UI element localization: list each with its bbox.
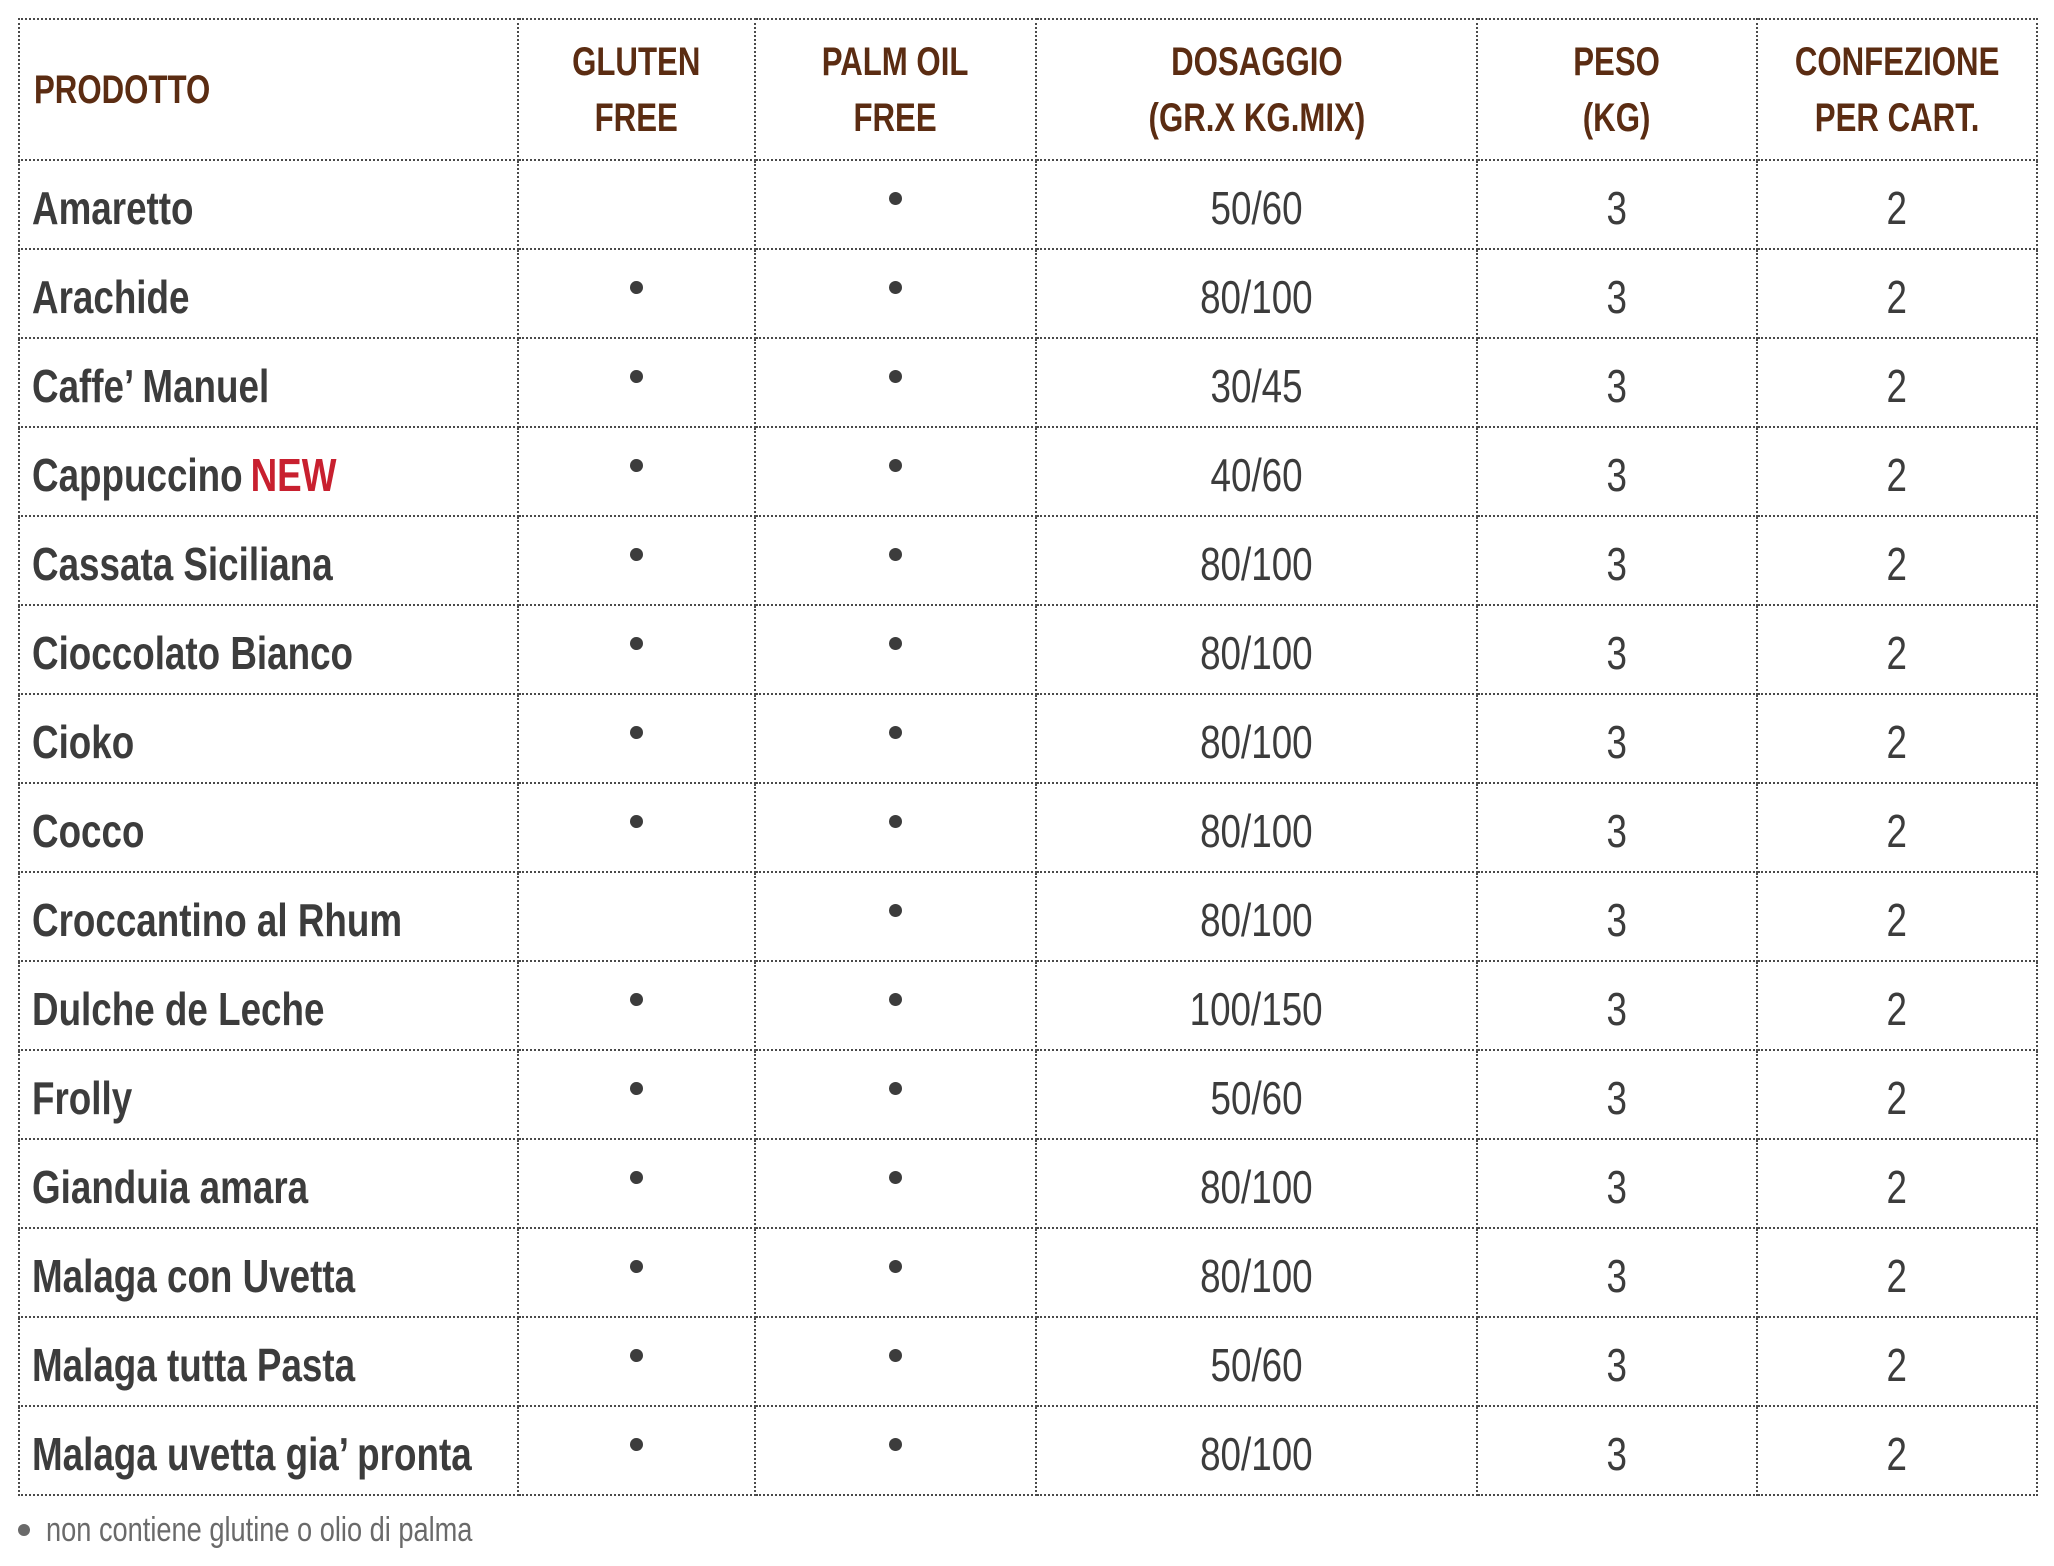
palm-oil-free-dot-icon — [889, 637, 902, 650]
dosage-value: 80/100 — [1200, 270, 1313, 323]
dosage-cell — [1036, 249, 1477, 338]
table-row — [19, 338, 2037, 427]
pack-cell — [1757, 516, 2037, 605]
weight-cell — [1477, 1406, 1757, 1495]
dosage-cell — [1036, 872, 1477, 961]
palm-oil-free-cell — [755, 605, 1036, 694]
palm-oil-free-cell — [755, 872, 1036, 961]
gluten-free-cell — [518, 427, 755, 516]
palm-oil-free-cell — [755, 249, 1036, 338]
weight-value: 3 — [1606, 1249, 1628, 1302]
table-row — [19, 783, 2037, 872]
dosage-cell — [1036, 1317, 1477, 1406]
pack-value: 2 — [1886, 1249, 1908, 1302]
dosage-value: 80/100 — [1200, 804, 1313, 857]
pack-cell — [1757, 338, 2037, 427]
gluten-free-cell — [518, 605, 755, 694]
product-name: Dulche de Leche — [32, 982, 325, 1035]
pack-value: 2 — [1886, 181, 1908, 234]
palm-oil-free-cell — [755, 783, 1036, 872]
palm-oil-free-cell — [755, 1317, 1036, 1406]
weight-cell — [1477, 160, 1757, 249]
header-palm-oil-free-line-2: FREE — [853, 95, 938, 140]
product-table — [18, 18, 2038, 1496]
palm-oil-free-dot-icon — [889, 1082, 902, 1095]
product-cell — [19, 1228, 518, 1317]
gluten-free-cell — [518, 1228, 755, 1317]
product-cell — [19, 783, 518, 872]
pack-value: 2 — [1886, 804, 1908, 857]
product-cell — [19, 1406, 518, 1495]
gluten-free-cell — [518, 694, 755, 783]
dosage-value: 80/100 — [1200, 893, 1313, 946]
product-name: Cassata Siciliana — [32, 537, 333, 590]
gluten-free-dot-icon — [630, 815, 643, 828]
dosage-value: 40/60 — [1210, 448, 1303, 501]
product-cell — [19, 1050, 518, 1139]
pack-value: 2 — [1886, 626, 1908, 679]
pack-cell — [1757, 694, 2037, 783]
weight-value: 3 — [1606, 1160, 1628, 1213]
table-row — [19, 1050, 2037, 1139]
table-row — [19, 1139, 2037, 1228]
dosage-cell — [1036, 605, 1477, 694]
table-row — [19, 160, 2037, 249]
dosage-value: 50/60 — [1210, 181, 1303, 234]
weight-value: 3 — [1606, 1427, 1628, 1480]
dosage-cell — [1036, 160, 1477, 249]
palm-oil-free-cell — [755, 961, 1036, 1050]
palm-oil-free-dot-icon — [889, 815, 902, 828]
pack-cell — [1757, 1406, 2037, 1495]
pack-value: 2 — [1886, 537, 1908, 590]
weight-value: 3 — [1606, 537, 1628, 590]
gluten-free-dot-icon — [630, 281, 643, 294]
gluten-free-cell — [518, 160, 755, 249]
weight-cell — [1477, 516, 1757, 605]
palm-oil-free-dot-icon — [889, 1260, 902, 1273]
gluten-free-cell — [518, 783, 755, 872]
weight-value: 3 — [1606, 448, 1628, 501]
dosage-cell — [1036, 1050, 1477, 1139]
weight-value: 3 — [1606, 181, 1628, 234]
product-cell — [19, 338, 518, 427]
weight-cell — [1477, 783, 1757, 872]
pack-cell — [1757, 1228, 2037, 1317]
header-confezione — [1757, 19, 2037, 160]
product-name: Cocco — [32, 804, 145, 857]
gluten-free-cell — [518, 249, 755, 338]
pack-cell — [1757, 1139, 2037, 1228]
product-cell — [19, 872, 518, 961]
product-cell — [19, 1317, 518, 1406]
gluten-free-dot-icon — [630, 637, 643, 650]
product-cell — [19, 427, 518, 516]
palm-oil-free-cell — [755, 1050, 1036, 1139]
table-row — [19, 1406, 2037, 1495]
product-cell — [19, 249, 518, 338]
weight-cell — [1477, 872, 1757, 961]
palm-oil-free-cell — [755, 694, 1036, 783]
palm-oil-free-cell — [755, 1228, 1036, 1317]
dosage-cell — [1036, 1139, 1477, 1228]
bullet-dot-icon — [18, 1524, 30, 1536]
product-name: Gianduia amara — [32, 1160, 309, 1213]
gluten-free-cell — [518, 1139, 755, 1228]
header-confezione-line-2: PER CART. — [1814, 95, 1980, 140]
gluten-free-cell — [518, 1050, 755, 1139]
weight-value: 3 — [1606, 270, 1628, 323]
weight-cell — [1477, 1139, 1757, 1228]
gluten-free-dot-icon — [630, 726, 643, 739]
dosage-cell — [1036, 338, 1477, 427]
product-cell — [19, 961, 518, 1050]
table-row — [19, 516, 2037, 605]
gluten-free-cell — [518, 1317, 755, 1406]
product-name: Croccantino al Rhum — [32, 893, 403, 946]
pack-value: 2 — [1886, 1338, 1908, 1391]
table-header — [19, 19, 2037, 160]
weight-cell — [1477, 605, 1757, 694]
palm-oil-free-dot-icon — [889, 1349, 902, 1362]
product-cell — [19, 516, 518, 605]
table-row — [19, 872, 2037, 961]
header-gluten-free-line-1: GLUTEN — [572, 39, 701, 84]
product-cell — [19, 605, 518, 694]
gluten-free-dot-icon — [630, 993, 643, 1006]
weight-value: 3 — [1606, 359, 1628, 412]
footnote — [18, 1508, 579, 1552]
palm-oil-free-dot-icon — [889, 459, 902, 472]
dosage-value: 30/45 — [1210, 359, 1303, 412]
header-gluten-free-line-2: FREE — [594, 95, 679, 140]
palm-oil-free-cell — [755, 516, 1036, 605]
product-cell — [19, 1139, 518, 1228]
pack-value: 2 — [1886, 1160, 1908, 1213]
product-name: Cappuccino — [32, 448, 243, 501]
weight-value: 3 — [1606, 715, 1628, 768]
header-dosaggio — [1036, 19, 1477, 160]
pack-value: 2 — [1886, 982, 1908, 1035]
product-name: Frolly — [32, 1071, 133, 1124]
table-row — [19, 605, 2037, 694]
pack-value: 2 — [1886, 1427, 1908, 1480]
footnote-text: non contiene glutine o olio di palma — [46, 1510, 473, 1549]
header-dosaggio-line-2: (GR.X KG.MIX) — [1148, 95, 1365, 140]
pack-value: 2 — [1886, 270, 1908, 323]
header-peso-line-2: (KG) — [1583, 95, 1651, 140]
header-dosaggio-line-1: DOSAGGIO — [1170, 39, 1343, 84]
palm-oil-free-dot-icon — [889, 281, 902, 294]
pack-cell — [1757, 1050, 2037, 1139]
gluten-free-dot-icon — [630, 1260, 643, 1273]
dosage-cell — [1036, 694, 1477, 783]
dosage-value: 50/60 — [1210, 1071, 1303, 1124]
dosage-cell — [1036, 427, 1477, 516]
gluten-free-dot-icon — [630, 548, 643, 561]
weight-cell — [1477, 1228, 1757, 1317]
weight-cell — [1477, 249, 1757, 338]
product-name: Malaga tutta Pasta — [32, 1338, 356, 1391]
table-row — [19, 1317, 2037, 1406]
pack-cell — [1757, 961, 2037, 1050]
weight-cell — [1477, 694, 1757, 783]
dosage-cell — [1036, 1228, 1477, 1317]
table-row — [19, 961, 2037, 1050]
pack-cell — [1757, 160, 2037, 249]
gluten-free-cell — [518, 338, 755, 427]
pack-value: 2 — [1886, 715, 1908, 768]
weight-cell — [1477, 961, 1757, 1050]
weight-cell — [1477, 1050, 1757, 1139]
gluten-free-dot-icon — [630, 1438, 643, 1451]
pack-value: 2 — [1886, 893, 1908, 946]
table-body — [19, 160, 2037, 1495]
header-confezione-line-1: CONFEZIONE — [1794, 39, 2000, 84]
new-badge: NEW — [250, 448, 337, 501]
weight-value: 3 — [1606, 626, 1628, 679]
dosage-value: 80/100 — [1200, 537, 1313, 590]
dosage-cell — [1036, 783, 1477, 872]
weight-cell — [1477, 427, 1757, 516]
palm-oil-free-cell — [755, 338, 1036, 427]
pack-value: 2 — [1886, 448, 1908, 501]
pack-cell — [1757, 783, 2037, 872]
product-name: Cioko — [32, 715, 135, 768]
palm-oil-free-dot-icon — [889, 1171, 902, 1184]
palm-oil-free-dot-icon — [889, 1438, 902, 1451]
dosage-value: 80/100 — [1200, 1427, 1313, 1480]
weight-value: 3 — [1606, 804, 1628, 857]
table-row — [19, 694, 2037, 783]
palm-oil-free-dot-icon — [889, 192, 902, 205]
palm-oil-free-cell — [755, 1139, 1036, 1228]
dosage-cell — [1036, 961, 1477, 1050]
table-row — [19, 427, 2037, 516]
gluten-free-dot-icon — [630, 1171, 643, 1184]
pack-value: 2 — [1886, 1071, 1908, 1124]
product-cell — [19, 160, 518, 249]
header-peso-line-1: PESO — [1573, 39, 1661, 84]
palm-oil-free-dot-icon — [889, 993, 902, 1006]
product-name: Amaretto — [32, 181, 194, 234]
dosage-value: 50/60 — [1210, 1338, 1303, 1391]
dosage-value: 80/100 — [1200, 1160, 1313, 1213]
header-prodotto-label: PRODOTTO — [34, 67, 211, 112]
gluten-free-dot-icon — [630, 459, 643, 472]
header-palm-oil-free-line-1: PALM OIL — [822, 39, 969, 84]
weight-value: 3 — [1606, 982, 1628, 1035]
product-name: Malaga con Uvetta — [32, 1249, 356, 1302]
weight-value: 3 — [1606, 1071, 1628, 1124]
dosage-cell — [1036, 1406, 1477, 1495]
pack-cell — [1757, 872, 2037, 961]
header-palm-oil-free — [755, 19, 1036, 160]
dosage-cell — [1036, 516, 1477, 605]
gluten-free-cell — [518, 516, 755, 605]
dosage-value: 100/150 — [1189, 982, 1324, 1035]
product-name: Arachide — [32, 270, 190, 323]
gluten-free-dot-icon — [630, 1082, 643, 1095]
pack-cell — [1757, 605, 2037, 694]
gluten-free-cell — [518, 1406, 755, 1495]
product-name: Malaga uvetta gia’ pronta — [32, 1427, 472, 1480]
dosage-value: 80/100 — [1200, 1249, 1313, 1302]
dosage-value: 80/100 — [1200, 626, 1313, 679]
product-name: Caffe’ Manuel — [32, 359, 270, 412]
header-row — [19, 19, 2037, 160]
header-prodotto — [19, 19, 518, 160]
gluten-free-cell — [518, 872, 755, 961]
pack-cell — [1757, 427, 2037, 516]
pack-cell — [1757, 1317, 2037, 1406]
palm-oil-free-cell — [755, 1406, 1036, 1495]
palm-oil-free-dot-icon — [889, 548, 902, 561]
palm-oil-free-cell — [755, 427, 1036, 516]
weight-cell — [1477, 1317, 1757, 1406]
pack-value: 2 — [1886, 359, 1908, 412]
table-row — [19, 249, 2037, 338]
palm-oil-free-dot-icon — [889, 904, 902, 917]
gluten-free-cell — [518, 961, 755, 1050]
product-name: Cioccolato Bianco — [32, 626, 354, 679]
gluten-free-dot-icon — [630, 370, 643, 383]
table-row — [19, 1228, 2037, 1317]
palm-oil-free-dot-icon — [889, 370, 902, 383]
product-cell — [19, 694, 518, 783]
weight-value: 3 — [1606, 1338, 1628, 1391]
dosage-value: 80/100 — [1200, 715, 1313, 768]
pack-cell — [1757, 249, 2037, 338]
header-gluten-free — [518, 19, 755, 160]
palm-oil-free-cell — [755, 160, 1036, 249]
header-peso — [1477, 19, 1757, 160]
weight-value: 3 — [1606, 893, 1628, 946]
palm-oil-free-dot-icon — [889, 726, 902, 739]
gluten-free-dot-icon — [630, 1349, 643, 1362]
weight-cell — [1477, 338, 1757, 427]
